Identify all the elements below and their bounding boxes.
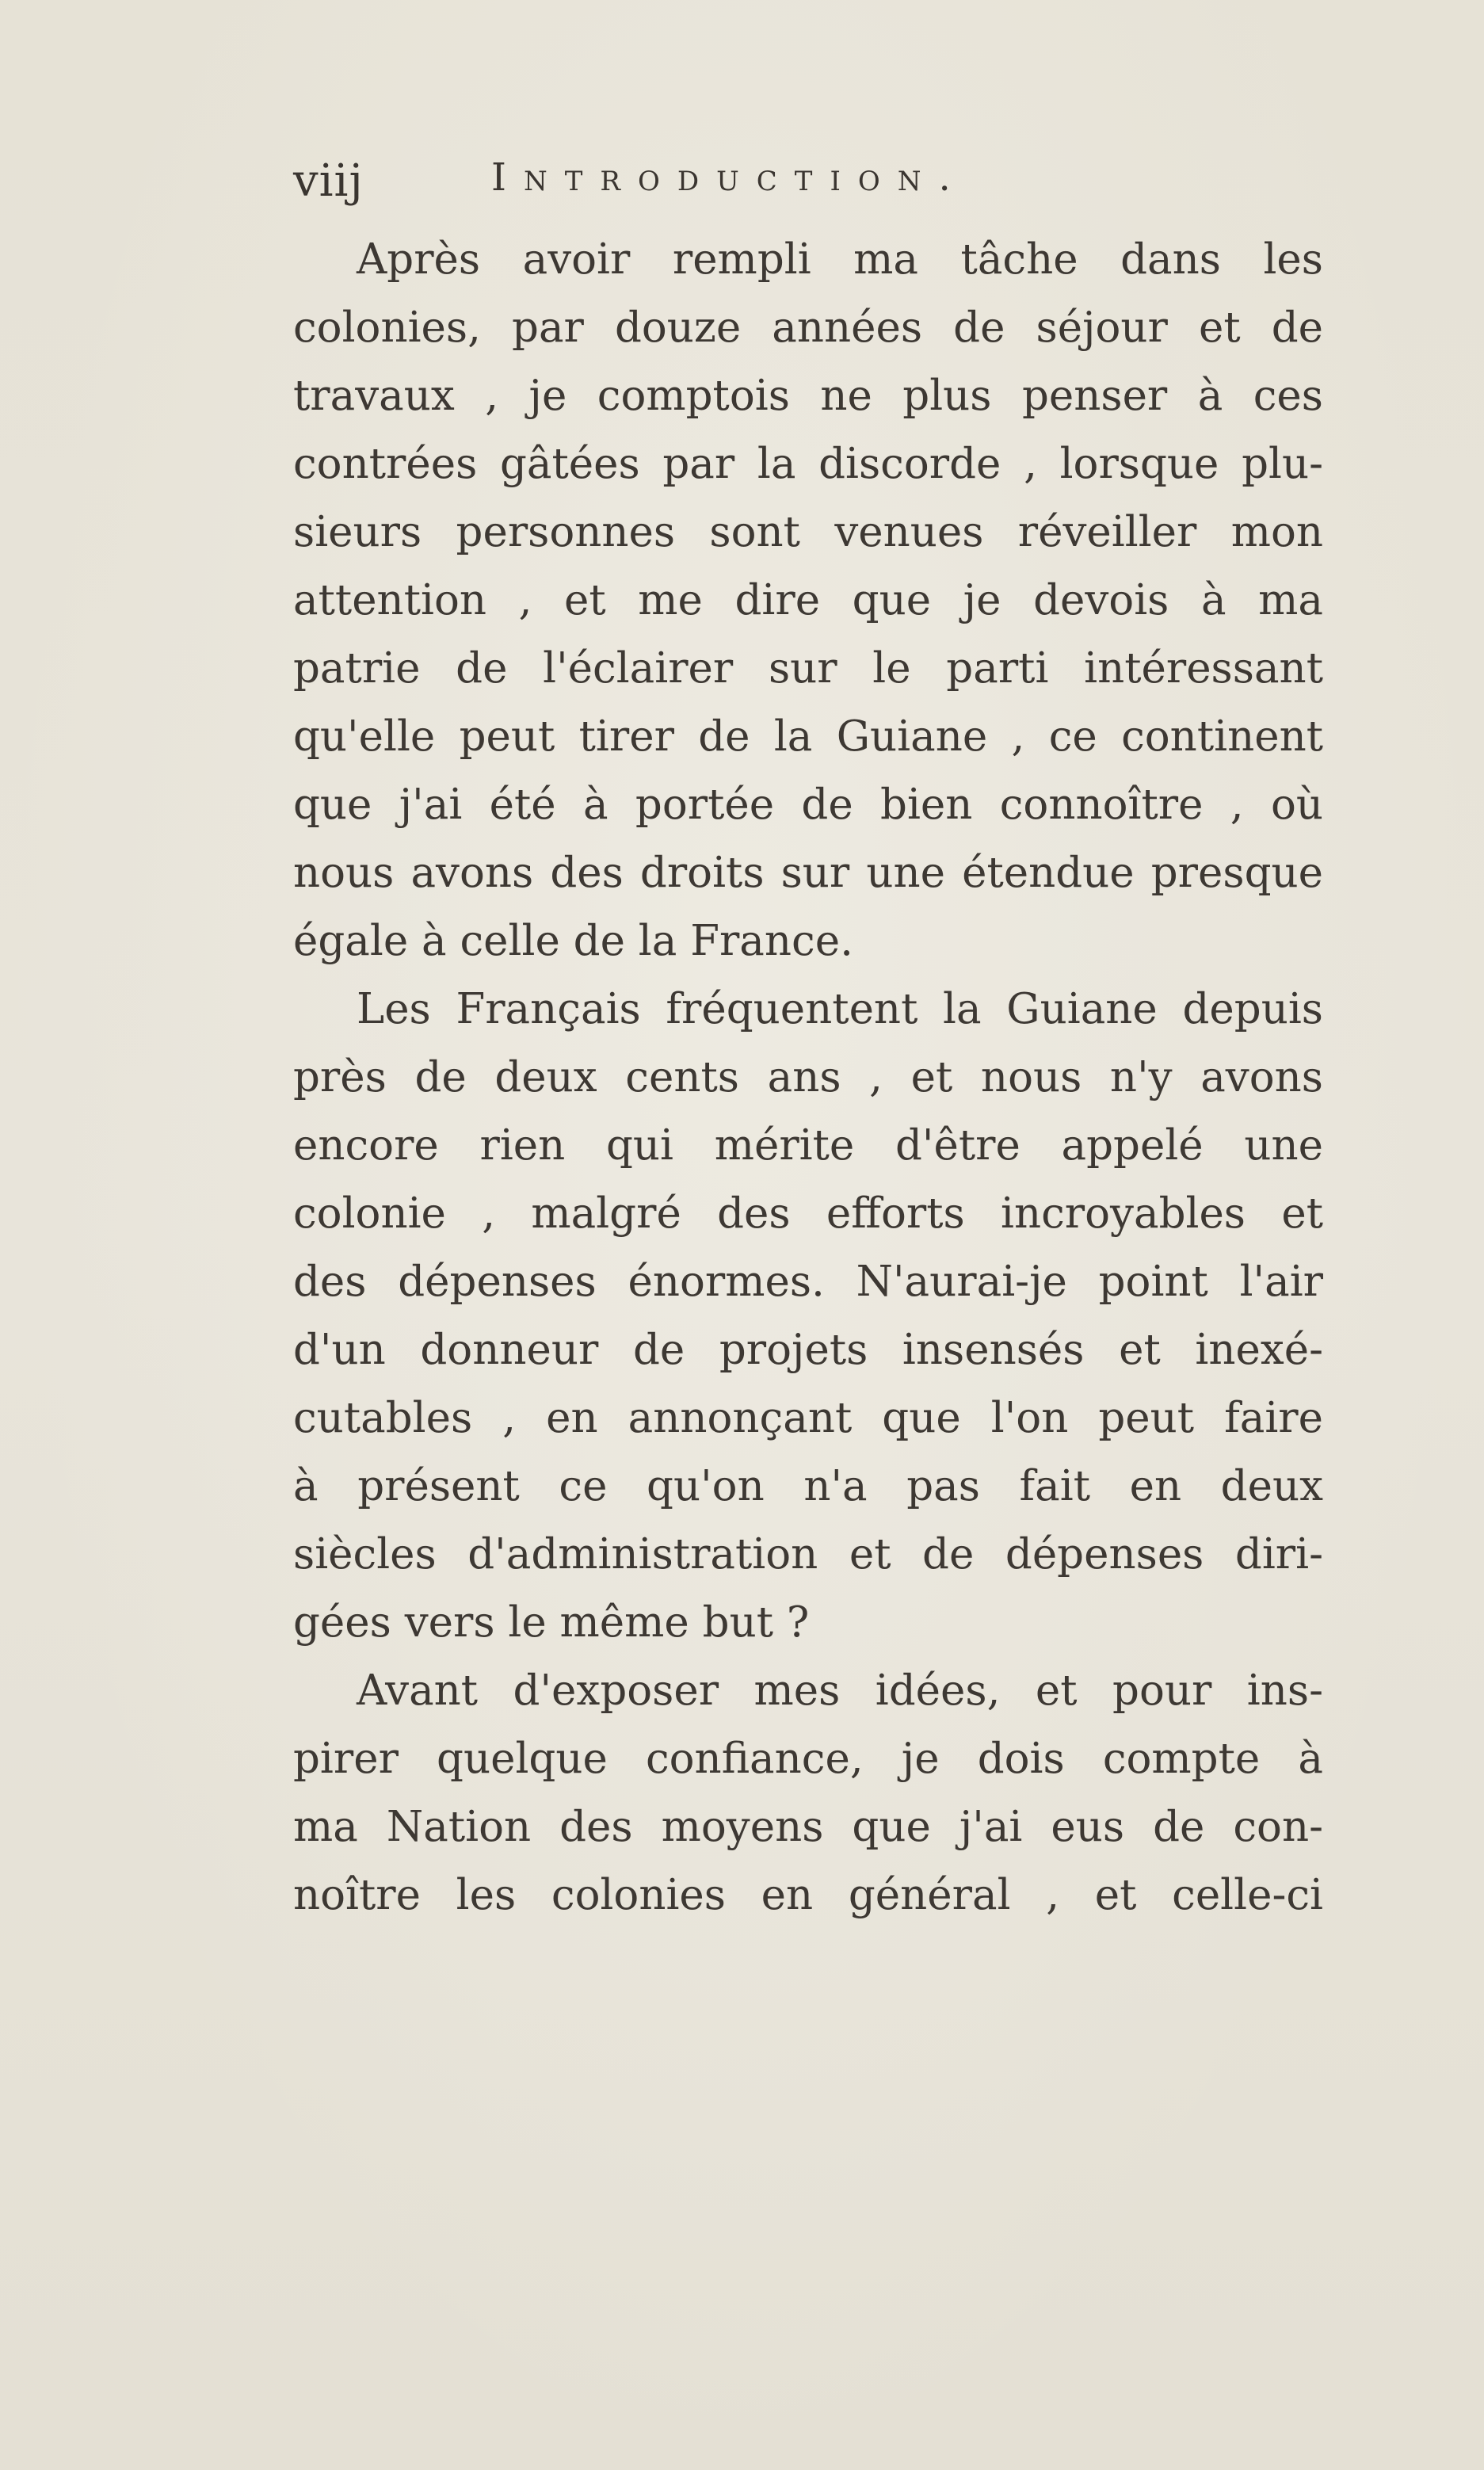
running-title: Introduction.	[491, 155, 968, 200]
running-head	[293, 155, 1165, 219]
text-line: Les Français fréquentent la Guiane depuis	[357, 985, 1323, 1033]
text-line: pirer quelque confiance, je dois compte à	[293, 1735, 1323, 1783]
text-line: patrie de l'éclairer sur le parti intéressant	[293, 644, 1323, 693]
text-line: des dépenses énormes. N'aurai-je point l'air	[293, 1258, 1323, 1306]
text-line: attention , et me dire que je devois à ma	[293, 576, 1323, 624]
page-number: viij	[293, 155, 364, 207]
text-line: ma Nation des moyens que j'ai eus de con-	[293, 1803, 1323, 1851]
body-text	[293, 226, 1323, 1930]
text-line: gées vers le même but ?	[293, 1598, 810, 1647]
text-line: noître les colonies en général , et celle-ci	[293, 1871, 1323, 1919]
text-line: contrées gâtées par la discorde , lorsque plu-	[293, 440, 1323, 488]
text-line: qu'elle peut tirer de la Guiane , ce continent	[293, 712, 1323, 761]
text-line: à présent ce qu'on n'a pas fait en deux	[293, 1462, 1323, 1510]
text-line: siècles d'administration et de dépenses diri-	[293, 1530, 1323, 1579]
text-line: travaux , je comptois ne plus penser à ces	[293, 372, 1323, 420]
text-line: égale à celle de la France.	[293, 917, 853, 965]
text-line: encore rien qui mérite d'être appelé une	[293, 1121, 1323, 1170]
text-line: colonie , malgré des efforts incroyables et	[293, 1189, 1323, 1238]
text-line: d'un donneur de projets insensés et inexé-	[293, 1326, 1323, 1374]
text-line: que j'ai été à portée de bien connoître , où	[293, 781, 1323, 829]
text-line: colonies, par douze années de séjour et de	[293, 304, 1323, 352]
text-line: sieurs personnes sont venues réveiller mon	[293, 508, 1323, 556]
text-line: Après avoir rempli ma tâche dans les	[357, 235, 1323, 284]
text-line: près de deux cents ans , et nous n'y avons	[293, 1053, 1323, 1101]
text-line: nous avons des droits sur une étendue presque	[293, 849, 1323, 897]
text-line: cutables , en annonçant que l'on peut faire	[293, 1394, 1323, 1442]
text-line: Avant d'exposer mes idées, et pour ins-	[357, 1666, 1323, 1715]
